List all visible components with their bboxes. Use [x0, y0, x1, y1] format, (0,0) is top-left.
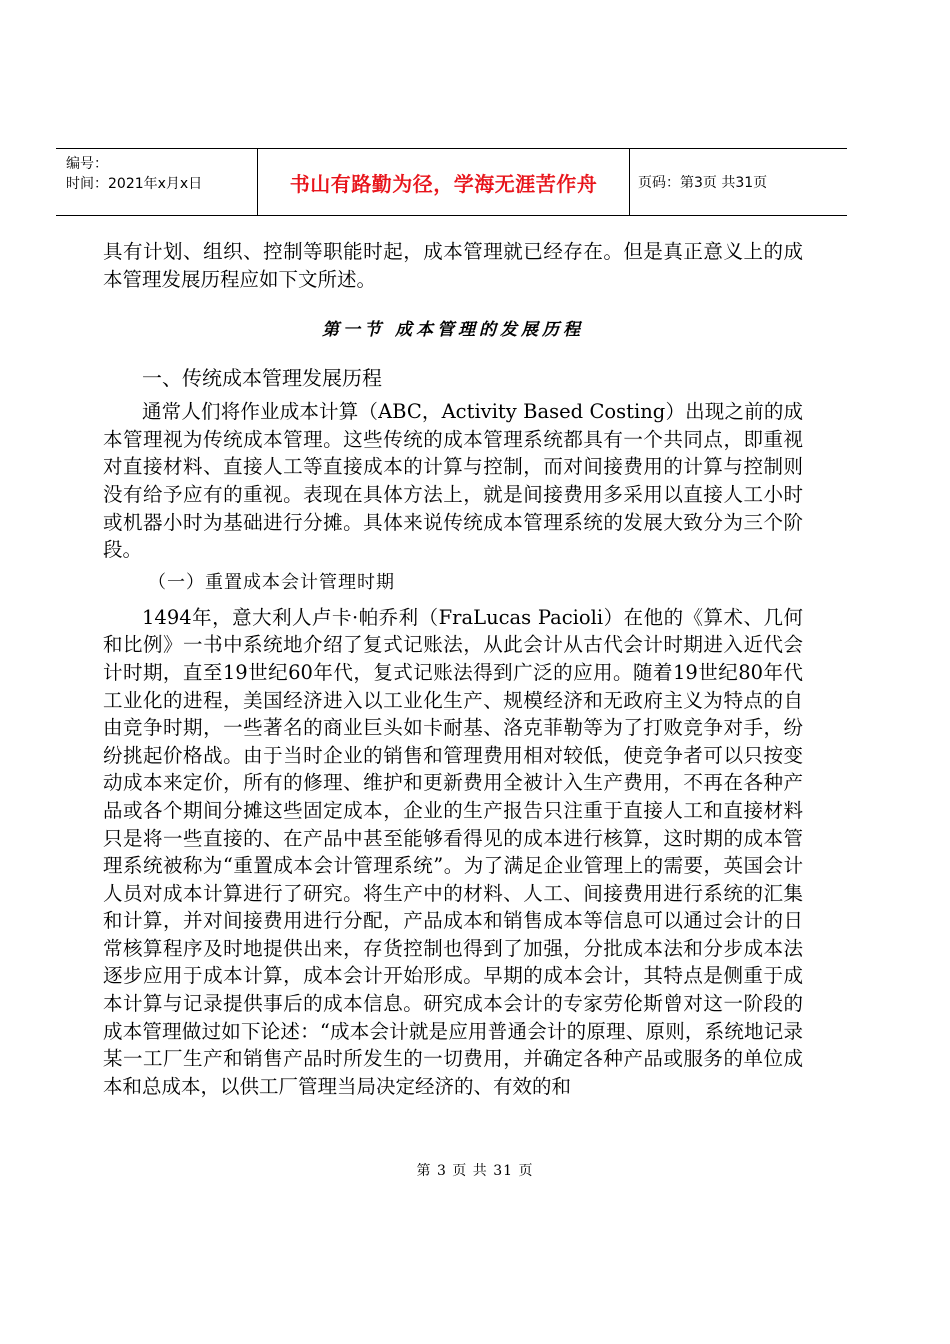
document-header	[56, 148, 847, 216]
intro-paragraph: 具有计划、组织、控制等职能时起，成本管理就已经存在。但是真正意义上的成本管理发展历程应如下文所述。	[103, 240, 803, 291]
document-time-label: 时间：2021年x月x日	[66, 176, 203, 192]
header-meta	[56, 149, 258, 215]
document-number-label: 编号：	[66, 156, 108, 172]
header-page-info: 页码：第3页 共31页	[638, 175, 768, 191]
heading-replacement-cost-period: （一）重置成本会计管理时期	[148, 571, 395, 593]
heading-traditional-cost-management: 一、传统成本管理发展历程	[142, 366, 382, 391]
section-title: 第一节 成本管理的发展历程	[322, 320, 584, 341]
paragraph-replacement-cost-period: 1494年，意大利人卢卡·帕乔利（FraLucas Pacioli）在他的《算术、几何和比例》一书中系统地介绍了复式记账法，从此会计从古代会计时期进入近代会计时期，直至19世纪60年代，复式记账法得到广泛的应用。随着19世纪80年代工业化的进程，美国经济进入以工业化生产、规模经济和无政府主义为特点的自由竞争时期，一些著名的商业巨头如卡耐基、洛克菲勒等为了打败竞争对手，纷纷挑起价格战。由于当时企业的销售和管理费用相对较低，使竞争者可以只按变动成本来定价，所有的修理、维护和更新费用全被计入生产费用，不再在各种产品或各个期间分摊这些固定成本，企业的生产报告只注重于直接人工和直接材料只是将一些直接的、在产品中甚至能够看得见的成本进行核算，这时期的成本管理系统被称为“重置成本会计管理系统”。为了满足企业管理上的需要，英国会计人员对成本计算进行了研究。将生产中的材料、人工、间接费用进行系统的汇集和计算，并对间接费用进行分配，产品成本和销售成本等信息可以通过会计的日常核算程序及时地提供出来，存货控制也得到了加强，分批成本法和分步成本法逐步应用于成本计算，成本会计开始形成。早期的成本会计，其特点是侧重于成本计算与记录提供事后的成本信息。研究成本会计的专家劳伦斯曾对这一阶段的成本管理做过如下论述：“成本会计就是应用普通会计的原理、原则，系统地记录某一工厂生产和销售产品时所发生的一切费用，并确定各种产品或服务的单位成本和总成本，以供工厂管理当局决定经济的、有效的和	[103, 605, 803, 1098]
page-footer: 第 3 页 共 31 页	[416, 1163, 534, 1179]
header-motto: 书山有路勤为径，学海无涯苦作舟	[258, 149, 630, 215]
document-body	[103, 238, 803, 1100]
paragraph-traditional-cost-management: 通常人们将作业成本计算（ABC，Activity Based Costing）出现之前的成本管理视为传统成本管理。这些传统的成本管理系统都具有一个共同点，即重视对直接材料、直接人工等直接成本的计算与控制，而对间接费用的计算与控制则没有给予应有的重视。表现在具体方法上，就是间接费用多采用以直接人工小时或机器小时为基础进行分摊。具体来说传统成本管理系统的发展大致分为三个阶段。	[103, 400, 803, 562]
